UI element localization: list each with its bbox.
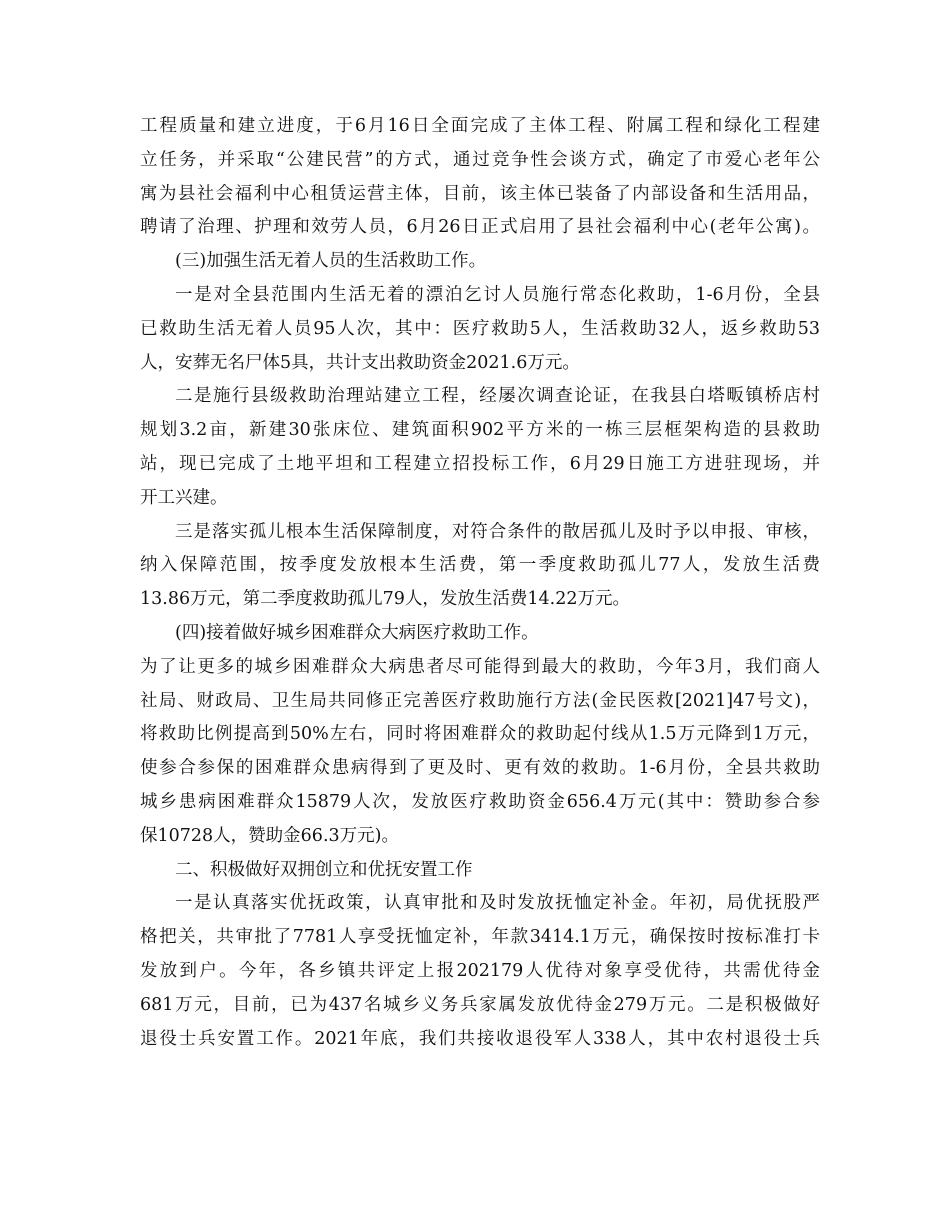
paragraph-line: 纳入保障范围，按季度发放根本生活费，第一季度救助孤儿77人，发放生活费 [140, 555, 820, 576]
paragraph-line: 为了让更多的城乡困难群众大病患者尽可能得到最大的救助，今年3月，我们商人 [140, 656, 820, 677]
paragraph-line: 立任务，并采取“公建民营”的方式，通过竞争性会谈方式，确定了市爱心老年公 [140, 149, 820, 170]
paragraph-line: 工程质量和建立进度，于6月16日全面完成了主体工程、附属工程和绿化工程建 [140, 116, 820, 136]
paragraph-line: 发放到户。今年，各乡镇共评定上报202179人优待对象享受优待，共需优待金 [140, 960, 820, 981]
paragraph-line: 681万元，目前，已为437名城乡义务兵家属发放优待金279万元。二是积极做好 [140, 994, 820, 1015]
paragraph-line: 已救助生活无着人员95人次，其中：医疗救助5人，生活救助32人，返乡救助53 [140, 318, 820, 339]
paragraph-line: 寓为县社会福利中心租赁运营主体，目前，该主体已装备了内部设备和生活用品， [140, 183, 820, 204]
paragraph-first-line: 二、积极做好双拥创立和优抚安置工作 [175, 859, 473, 880]
paragraph-line: 开工兴建。 [140, 487, 228, 508]
paragraph-line: 规划3.2亩，新建30张床位、建筑面积902平方米的一栋三层框架构造的县救助 [140, 420, 820, 441]
paragraph-line: 格把关，共审批了7781人享受抚恤定补，年款3414.1万元，确保按时按标准打卡 [140, 927, 820, 948]
paragraph-first-line: (三)加强生活无着人员的生活救助工作。 [175, 251, 487, 272]
paragraph-first-line: 三是落实孤儿根本生活保障制度，对符合条件的散居孤儿及时予以申报、审核， [175, 521, 820, 542]
paragraph-line: 站，现已完成了土地平坦和工程建立招投标工作，6月29日施工方进驻现场，并 [140, 453, 820, 474]
paragraph-first-line: 一是认真落实优抚政策，认真审批和及时发放抚恤定补金。年初，局优抚股严 [175, 893, 820, 914]
paragraph-first-line: 一是对全县范围内生活无着的漂泊乞讨人员施行常态化救助，1-6月份，全县 [175, 284, 820, 305]
paragraph-first-line: 二是施行县级救助治理站建立工程，经屡次调查论证，在我县白塔畈镇桥店村 [175, 386, 820, 407]
paragraph-first-line: (四)接着做好城乡困难群众大病医疗救助工作。 [175, 622, 539, 643]
paragraph-line: 城乡患病困难群众15879人次，发放医疗救助资金656.4万元(其中：赞助参合参 [140, 791, 820, 812]
paragraph-line: 聘请了治理、护理和效劳人员，6月26日正式启用了县社会福利中心(老年公寓)。 [140, 217, 820, 238]
paragraph-line: 社局、财政局、卫生局共同修正完善医疗救助施行方法(金民医救[2021]47号文)， [140, 690, 820, 711]
document-body [140, 110, 820, 1056]
paragraph-line: 人，安葬无名尸体5具，共计支出救助资金2021.6万元。 [140, 352, 580, 373]
paragraph-line: 13.86万元，第二季度救助孤儿79人，发放生活费14.22万元。 [140, 589, 630, 610]
paragraph-line: 保10728人，赞助金66.3万元)。 [140, 825, 399, 846]
paragraph-line: 使参合参保的困难群众患病得到了更及时、更有效的救助。1-6月份，全县共救助 [140, 758, 820, 779]
paragraph-line: 退役士兵安置工作。2021年底，我们共接收退役军人338人，其中农村退役士兵 [140, 1028, 820, 1049]
paragraph-line: 将救助比例提高到50%左右，同时将困难群众的救助起付线从1.5万元降到1万元， [140, 724, 820, 745]
